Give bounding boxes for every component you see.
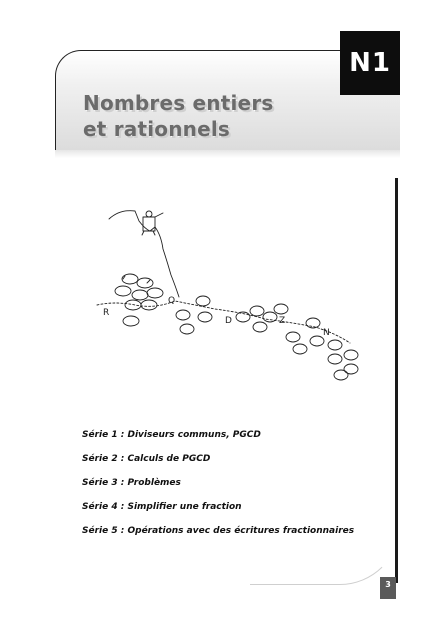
label-d: D <box>225 316 232 326</box>
sheep-group-r <box>115 274 163 326</box>
chapter-title <box>83 90 273 142</box>
series-item-5: Série 5 : Opérations avec des écritures fractionnaires <box>82 526 355 536</box>
sheep-group-q <box>176 296 212 334</box>
series-list <box>82 430 392 550</box>
series-item-4: Série 4 : Simplifier une fraction <box>82 502 242 512</box>
header-fade <box>55 150 400 158</box>
shepherd-icon <box>142 211 163 235</box>
label-z: Z <box>279 316 286 326</box>
chapter-title-line-2: et rationnels <box>83 117 231 141</box>
sheep-group-n <box>328 340 358 380</box>
page-number-badge: 3 <box>380 577 396 599</box>
series-item-2: Série 2 : Calculs de PGCD <box>82 454 211 464</box>
series-item-3: Série 3 : Problèmes <box>82 478 181 488</box>
series-item-1: Série 1 : Diviseurs communs, PGCD <box>82 430 261 440</box>
chapter-title-line-1: Nombres entiers <box>83 91 274 115</box>
label-n: N <box>323 328 330 338</box>
sheep-flock-illustration <box>95 205 370 385</box>
sheep-group-z <box>286 318 324 354</box>
label-r: R <box>103 308 110 318</box>
chapter-code-badge: N1 <box>340 31 400 95</box>
label-q: Q <box>168 296 176 306</box>
